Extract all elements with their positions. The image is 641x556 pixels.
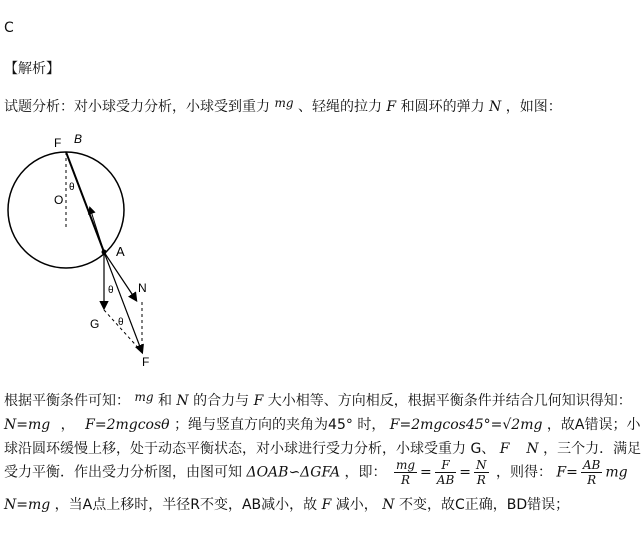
label-theta-bottom: θ [118, 317, 124, 328]
analysis-line-1 [4, 390, 632, 410]
label-O: O [54, 193, 64, 207]
line1-F: F [253, 393, 264, 409]
line5-F: F [321, 497, 332, 513]
force-diagram [0, 130, 200, 369]
label-B: B [74, 132, 83, 146]
intro-part-4: ，如图： [505, 99, 562, 115]
intro-text [4, 96, 562, 116]
answer-label: C [4, 20, 14, 36]
line4-F-eq: F= [556, 464, 578, 481]
analysis-line-2: N=mg ， F=2mgcosθ ；绳与竖直方向的夹角为45° 时， F=2mgcos45°=√2mg ，故A错误；小 [4, 417, 641, 433]
analysis-line-4: 受力平衡．作出受力分析图，由图可知 ΔOAB∽ΔGFA ，即： $\frac{mg}{R}$ = $\frac{F}{AB}$ = $\frac{N}{R}$ ，则得： F= $\frac{AB}{R}$ mg [4, 458, 628, 487]
intro-part-2: 、轻绳的拉力 [297, 99, 382, 115]
line5-N: N [382, 497, 395, 513]
tension-arrow [104, 252, 142, 352]
line1-part-b: 和 [157, 393, 172, 409]
fraction-mg-R: $\frac{mg}{R}$ [395, 458, 416, 487]
line5-part-b: 减小， [335, 497, 378, 513]
line3-part-b: ，三个力．满足 [543, 441, 641, 457]
line4-similar-triangles: ΔOAB∽ΔGFA [246, 464, 341, 481]
ring-circle [8, 152, 124, 268]
intro-N: N [489, 99, 502, 115]
label-F-bottom: F [142, 355, 150, 369]
line3-F: F [499, 441, 510, 457]
fraction-F-AB: $\frac{F}{AB}$ [436, 458, 455, 487]
normal-force-inner [90, 208, 104, 252]
line2-part-a: ；绳与竖直方向的夹角为45° 时， [174, 417, 386, 433]
line2-part-b: ，故A错误；小 [546, 417, 641, 433]
intro-mg: mg [274, 96, 294, 110]
label-A: A [116, 244, 125, 259]
line1-mg: mg [134, 390, 154, 404]
line5-eq-N: N=mg [4, 497, 51, 513]
intro-F: F [386, 99, 397, 115]
line4-mg: mg [605, 464, 628, 481]
label-theta-top: θ [69, 182, 75, 193]
fraction-AB-R: $\frac{AB}{R}$ [582, 458, 601, 487]
line3-N: N [526, 441, 539, 457]
line4-part-c: ，则得： [495, 464, 552, 481]
rope-line [66, 152, 104, 252]
label-G: G [90, 317, 100, 331]
line2-eq-N: N=mg [4, 417, 51, 433]
line1-N: N [176, 393, 189, 409]
line1-part-a: 根据平衡条件可知： [4, 393, 130, 409]
analysis-line-5 [4, 494, 569, 514]
ball-point-A [102, 250, 107, 255]
intro-part-3: 和圆环的弹力 [400, 99, 485, 115]
line5-part-c: 不变，故C正确，BD错误； [398, 497, 570, 513]
intro-part-1: 试题分析：对小球受力分析，小球受到重力 [4, 99, 270, 115]
label-N: N [138, 281, 147, 295]
section-title: 【解析】 [4, 61, 60, 77]
label-theta-gravity: θ [108, 285, 114, 296]
line4-part-b: ，即： [344, 464, 387, 481]
line2-eq-F: F=2mgcosθ [85, 417, 170, 433]
analysis-line-3 [4, 438, 641, 458]
line1-part-d: 大小相等、方向相反，根据平衡条件并结合几何知识得知： [267, 393, 632, 409]
fraction-N-R: $\frac{N}{R}$ [476, 458, 487, 487]
line2-eq-F45: F=2mgcos45°=√2mg [389, 417, 543, 433]
line4-part-a: 受力平衡．作出受力分析图，由图可知 [4, 464, 242, 481]
line1-part-c: 的合力与 [193, 393, 250, 409]
label-F-top: F [54, 136, 62, 150]
line5-part-a: ，当A点上移时，半径R不变，AB减小，故 [54, 497, 318, 513]
line3-text: 球沿圆环缓慢上移，处于动态平衡状态，对小球进行受力分析，小球受重力 G、 [4, 441, 496, 457]
